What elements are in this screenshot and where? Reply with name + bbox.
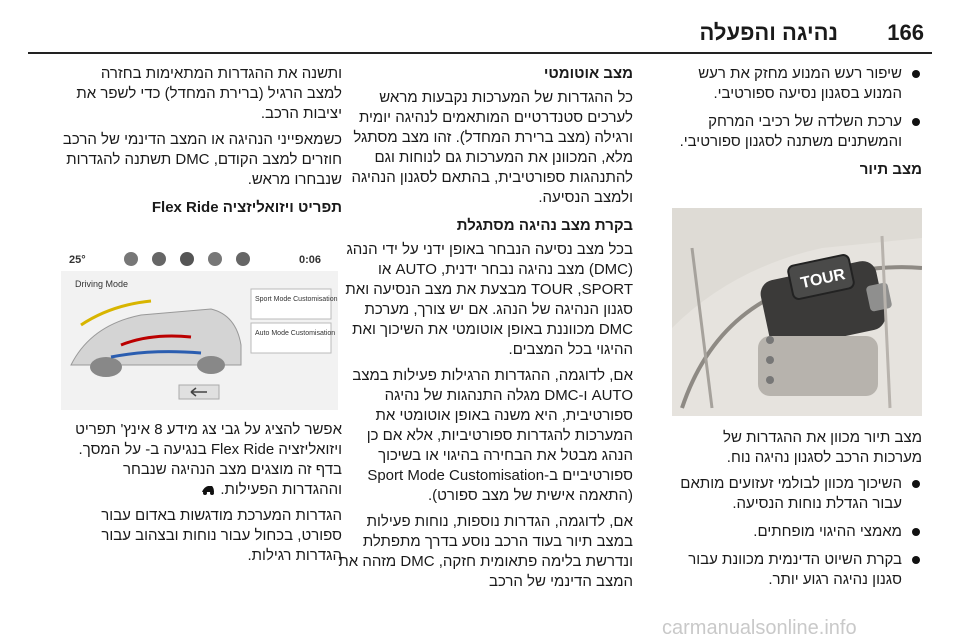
list-item [674,474,922,514]
bullet-text: השיכוך מכוון לבולמי זעזועים מותאם עבור הגדלת נוחות הנסיעה. [680,475,902,512]
tour-button-photo [672,208,922,416]
bullet-text: ערכת השלדה של רכיבי המרחק והמשתנים משתנה לסגנון ספורטיבי. [679,113,902,150]
tour-button-label: TOUR [799,266,847,293]
adaptive-paragraph-1: בכל מצב נסיעה הנבחר באופן ידני על ידי הנהג (DMC) מצב נהיגה נבחר ידנית, AUTO או TOUR ,SPORT מבצעת את מצב הנסיעה ואת סגנון הנהיגה של הנהג. אם יש צורך, מערכת DMC מכווננת באופן אוטומטי את השיכוך ואת ההיגוי בכל המצבים. [345,241,633,358]
bullet-text: בקרת השיוט הדינמית מכוונת עבור סגנון נהיגה רגוע יותר. [688,551,902,588]
return-paragraph: כשמאפייני הנהיגה או המצב הדינמי של הרכב חוזרים למצב הקודם, DMC תשתנה להגדרות שנבחרו מראש. [62,131,342,188]
bullet-icon [912,480,920,488]
flex-ride-paragraph-2: הגדרות המערכת מודגשות באדום עבור ספורט, בכחול עבור נוחות ובצהוב עבור הגדרות רגילות. [101,507,342,564]
list-item [674,112,922,152]
phone-icon [180,252,194,266]
tour-intro: מצב תיור מכוון את ההגדרות של מערכות הרכב לסגנון נהיגה נוח. [723,429,922,466]
clock-readout: 0:06 [299,254,322,266]
temperature-readout: 25° [69,254,86,266]
adaptive-paragraph-3: אם, לדוגמה, הגדרות נוספות, נוחות פעילות במצב תיור בעוד הרכב נוסע בדרך מתפתלת ונדרשת בלימה פתאומית חזקה, DMC מזהה את המצב הדינמי של הרכב [338,513,633,590]
watermark: carmanualsonline.info [662,617,857,639]
adaptive-control-heading: בקרת מצב נהיגה מסתגלת [456,217,633,234]
auto-mode-heading: מצב אוטומטי [543,65,633,82]
page-header [0,0,960,52]
list-item [674,64,922,104]
flex-ride-screen [61,245,338,410]
list-item [674,522,922,542]
bullet-text: שיפור רעש המנוע מחזק את רעש המנוע בסגנון נסיעה ספורטיבי. [698,65,902,102]
right-column [674,64,922,184]
tour-section [674,428,922,598]
driving-mode-label: Driving Mode [75,279,129,289]
bullet-icon [912,118,920,126]
bullet-icon [912,528,920,536]
settings-icon [236,252,250,266]
flex-ride-heading: תפריט ויזואליזציה Flex Ride [151,199,342,216]
flex-ride-paragraph-1-text: אפשר להציג על גבי צג מידע 8 אינץ' תפריט ויזואליזציה Flex Ride בנגיעה ב- על המסך. בדף זה מוצגים מצב הנהיגה שנבחר וההגדרות הפעילות. [75,421,342,498]
header-divider [28,52,932,54]
sport-mode-customisation-label: Sport Mode Customisation [255,296,338,303]
bullet-icon [912,70,920,78]
left-column [62,64,342,222]
section-title: נהיגה והפעלה [699,20,838,45]
adaptive-paragraph-2: אם, לדוגמה, ההגדרות הרגילות פעילות במצב AUTO ו-DMC מגלה התנהגות של נהיגה ספורטיבית, היא משנה באופן אוטומטי את המערכות להגדרות ספורטיביות, אלא אם כן הנהג מבטל את הבחירה בהיגוי או בשיכוך ספורטיביים ב-Sport Mode Customisation (התאמה אישית של מצב ספורט). [352,367,633,504]
tour-mode-heading: מצב תיור [859,161,922,178]
page-number: 166 [887,20,924,45]
media-icon [152,252,166,266]
middle-column [335,64,633,598]
car-drive-mode-icon [200,481,216,497]
auto-mode-text: כל ההגדרות של המערכות נקבעות מראש לערכים סטנדרטיים המותאמים לנהיגה יומית ורגילה (מצב ברירת המחדל). זהו מצב מסתגל מלא, המכוונן את המערכות גם לנוחות וגם להתנהגות ספורטיבית, בהתאם לסגנון הנהיגה ולמצב הנסיעה. [351,89,633,206]
list-item [674,550,922,590]
flex-ride-paragraph-1 [62,420,342,500]
continuation-paragraph: ותשנה את ההגדרות המתאימות בחזרה למצב הרגיל (ברירת המחדל) כדי לשפר את יציבות הרכב. [76,65,342,122]
flex-ride-screen-figure [61,245,338,410]
intro-bullet-list [674,64,922,152]
menu-item-sport [251,289,338,319]
menu-item-auto [251,323,335,353]
auto-mode-customisation-label: Auto Mode Customisation [255,330,336,337]
bullet-text: מאמצי ההיגוי מופחתים. [753,523,902,540]
flex-ride-section [62,420,342,572]
nav-icon [124,252,138,266]
console-illustration [672,208,922,416]
audio-icon [208,252,222,266]
bullet-icon [912,556,920,564]
tour-bullet-list [674,474,922,590]
